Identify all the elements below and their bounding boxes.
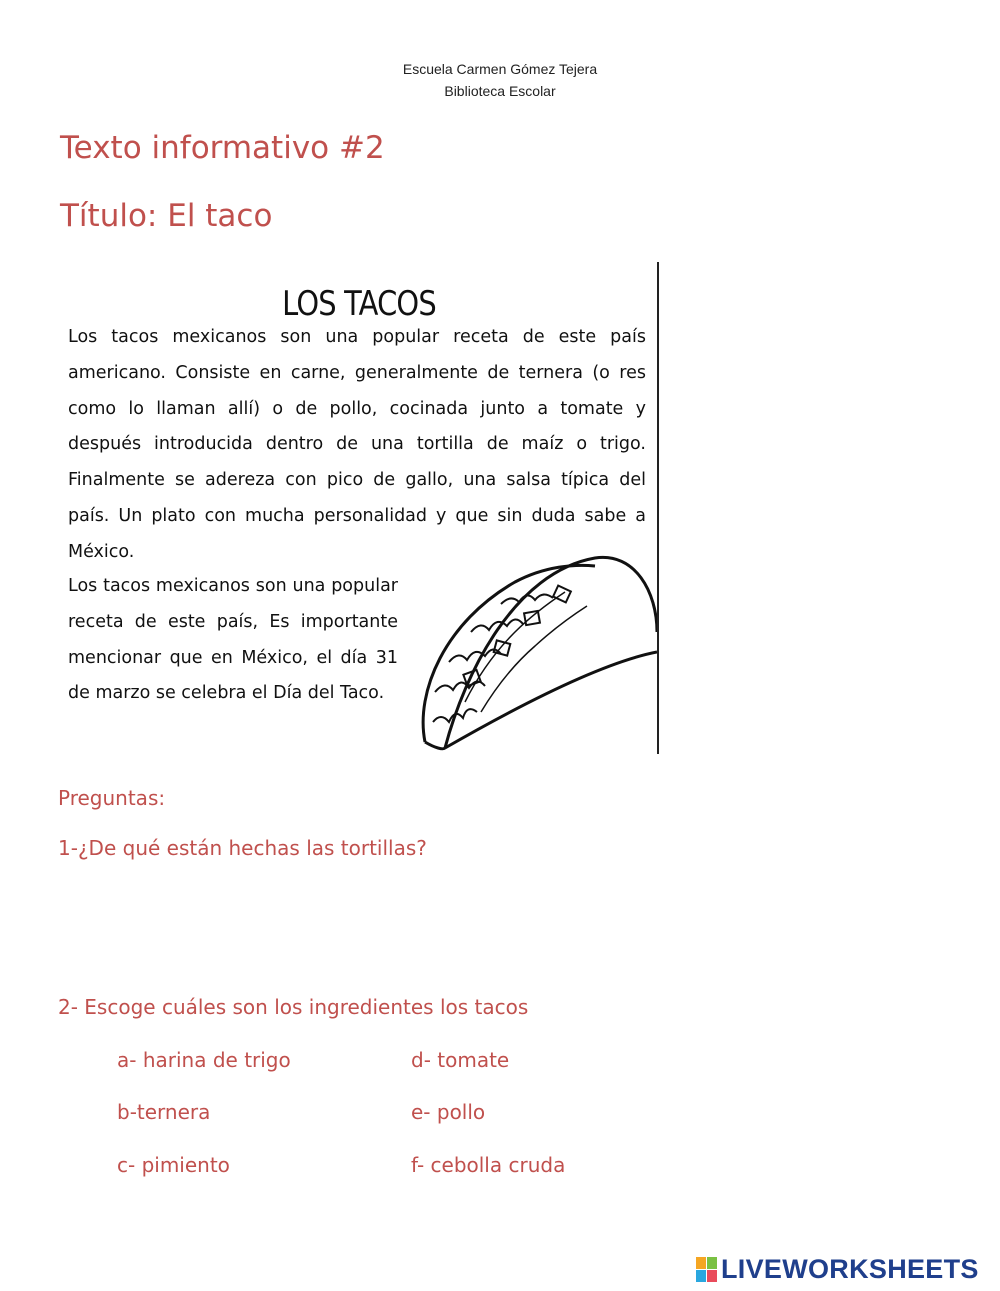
border-line [657,262,659,754]
option-c[interactable]: c- pimiento [117,1153,230,1177]
question-1: 1-¿De qué están hechas las tortillas? [58,836,427,860]
option-f[interactable]: f- cebolla cruda [411,1153,566,1177]
liveworksheets-logo-icon [696,1257,717,1282]
question-2: 2- Escoge cuáles son los ingredientes los tacos [58,995,529,1019]
option-d[interactable]: d- tomate [411,1048,510,1072]
taco-illustration [405,552,657,752]
option-a[interactable]: a- harina de trigo [117,1048,291,1072]
option-b[interactable]: b-ternera [117,1100,211,1124]
brand-wordmark: LIVEWORKSHEETS [721,1253,979,1284]
reading-paragraph-1: Los tacos mexicanos son una popular receta de este país americano. Consiste en carne, generalmente de ternera (o res como lo llaman allí) o de pollo, cocinada junto a tomate y después introducida dentro de una tortilla de maíz o trigo. Finalmente se adereza con pico de gallo, una salsa típica del país. Un plato con mucha personalidad y que sin duda sabe a México. [68,327,646,562]
worksheet-subtitle: Título: El taco [60,198,273,234]
school-name: Escuela Carmen Gómez Tejera [402,61,598,77]
document-header [0,58,1000,102]
questions-label: Preguntas: [58,786,166,810]
reading-heading: LOS TACOS [282,284,436,324]
library-name: Biblioteca Escolar [444,83,556,99]
reading-paragraph-2: Los tacos mexicanos son una popular receta de este país, Es importante mencionar que en México, el día 31 de marzo se celebra el Día del Taco. [68,576,398,704]
option-e[interactable]: e- pollo [411,1100,486,1124]
worksheet-title: Texto informativo #2 [60,130,385,166]
liveworksheets-brand [696,1252,979,1286]
reading-passage-image [60,262,658,754]
